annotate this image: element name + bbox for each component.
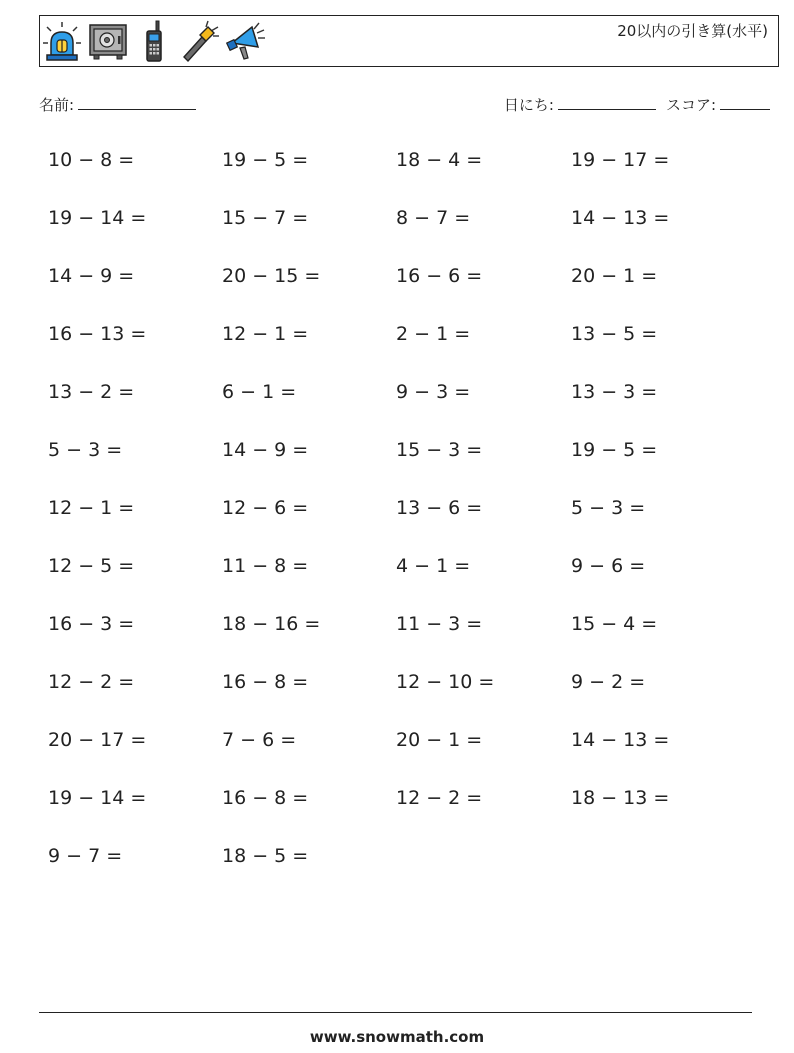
problem-item: 19 − 17 =	[571, 149, 670, 171]
problem-item: 18 − 5 =	[222, 845, 309, 867]
problem-item: 18 − 16 =	[222, 613, 321, 635]
problem-item: 16 − 8 =	[222, 787, 309, 809]
problem-item: 9 − 7 =	[48, 845, 123, 867]
date-blank-line	[558, 95, 656, 110]
problem-item: 9 − 2 =	[571, 671, 646, 693]
problem-item: 18 − 13 =	[571, 787, 670, 809]
problem-item: 13 − 6 =	[396, 497, 483, 519]
problem-item: 20 − 1 =	[396, 729, 483, 751]
problem-grid	[48, 146, 745, 900]
problem-item: 9 − 6 =	[571, 555, 646, 577]
problem-item: 8 − 7 =	[396, 207, 471, 229]
siren-icon	[42, 19, 82, 63]
problem-item: 20 − 17 =	[48, 729, 147, 751]
problem-item: 16 − 3 =	[48, 613, 135, 635]
problem-item: 20 − 1 =	[571, 265, 658, 287]
problem-item: 16 − 6 =	[396, 265, 483, 287]
problem-item: 13 − 2 =	[48, 381, 135, 403]
flashlight-icon	[180, 19, 220, 63]
name-field	[39, 94, 196, 115]
score-label: スコア:	[665, 96, 716, 114]
problem-item: 14 − 13 =	[571, 729, 670, 751]
problem-item: 14 − 13 =	[571, 207, 670, 229]
worksheet-header	[39, 15, 779, 67]
date-score-fields	[504, 94, 770, 115]
problem-item: 19 − 5 =	[222, 149, 309, 171]
problem-item: 9 − 3 =	[396, 381, 471, 403]
problem-item: 15 − 4 =	[571, 613, 658, 635]
problem-item: 12 − 1 =	[222, 323, 309, 345]
problem-item: 12 − 2 =	[48, 671, 135, 693]
problem-item: 12 − 10 =	[396, 671, 495, 693]
problem-item: 12 − 5 =	[48, 555, 135, 577]
footer-url: www.snowmath.com	[309, 1028, 485, 1046]
problem-item: 4 − 1 =	[396, 555, 471, 577]
walkie-talkie-icon	[134, 19, 174, 63]
footer-divider	[39, 1012, 752, 1013]
problem-item: 18 − 4 =	[396, 149, 483, 171]
date-field	[504, 94, 656, 115]
problem-item: 15 − 7 =	[222, 207, 309, 229]
problem-item: 13 − 5 =	[571, 323, 658, 345]
problem-item: 15 − 3 =	[396, 439, 483, 461]
name-label: 名前:	[39, 96, 75, 114]
problem-item: 19 − 14 =	[48, 207, 147, 229]
problem-item: 11 − 3 =	[396, 613, 483, 635]
problem-item: 14 − 9 =	[48, 265, 135, 287]
problem-item: 12 − 2 =	[396, 787, 483, 809]
problem-item: 13 − 3 =	[571, 381, 658, 403]
problem-item: 10 − 8 =	[48, 149, 135, 171]
problem-item: 14 − 9 =	[222, 439, 309, 461]
problem-item: 6 − 1 =	[222, 381, 297, 403]
problem-item: 16 − 13 =	[48, 323, 147, 345]
problem-item: 19 − 14 =	[48, 787, 147, 809]
problem-item: 5 − 3 =	[571, 497, 646, 519]
date-label: 日にち:	[503, 96, 554, 114]
problem-item: 20 − 15 =	[222, 265, 321, 287]
problem-item: 7 − 6 =	[222, 729, 297, 751]
problem-item: 12 − 6 =	[222, 497, 309, 519]
megaphone-icon	[226, 19, 266, 63]
icon-strip	[42, 18, 266, 64]
safe-icon	[88, 19, 128, 63]
score-field	[666, 94, 770, 115]
problem-item: 16 − 8 =	[222, 671, 309, 693]
name-blank-line	[78, 95, 196, 110]
score-blank-line	[720, 95, 770, 110]
problem-item: 11 − 8 =	[222, 555, 309, 577]
problem-item: 19 − 5 =	[571, 439, 658, 461]
problem-item: 2 − 1 =	[396, 323, 471, 345]
worksheet-title: 20以内の引き算(水平)	[617, 22, 768, 40]
problem-item: 12 − 1 =	[48, 497, 135, 519]
problem-item: 5 − 3 =	[48, 439, 123, 461]
